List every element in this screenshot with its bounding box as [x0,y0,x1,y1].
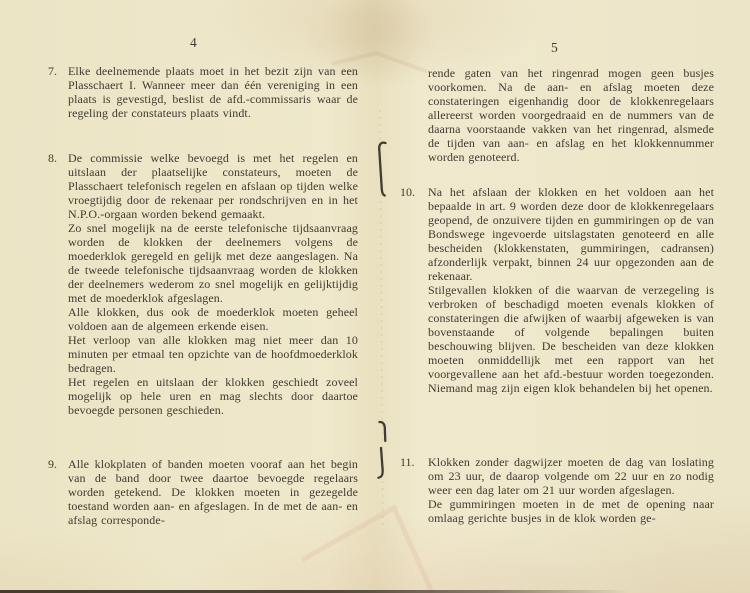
paragraph: Alle klokken, dus ook de moederklok moeten geheel voldoen aan de algemeen erkende eisen. [68,305,358,333]
article-number: 8. [48,151,57,165]
page-number-left: 4 [190,35,197,50]
article-number: 10. [400,185,415,199]
article-body [428,66,714,164]
article-7 [48,64,358,120]
paragraph: Elke deelnemende plaats moet in het bezit zijn van een Plasschaert I. Wanneer meer dan één vereniging in een plaats is gevestigd, beslist de afd.-commissaris waar de regeling der constateurs plaats vindt. [68,64,358,120]
paragraph: De commissie welke bevoegd is met het regelen en uitslaan der plaatselijke constateurs, moeten de Plasschaert telefonisch regelen en afslaan op tijden welke vroegtijdig door de rekenaar per rondschrijven en in het N.P.O.-orgaan worden bekend gemaakt. [68,151,358,221]
staple-icon [380,422,386,441]
page-number-right: 5 [551,40,558,55]
paragraph: Het verloop van alle klokken mag niet meer dan 10 minuten per etmaal ten opzichte van de hoofdmoederklok bedragen. [68,333,358,375]
paragraph: Stilgevallen klokken of die waarvan de verzegeling is verbroken of beschadigd moeten evenals klokken of constateringen die afwijken of waarbij afgeweken is van bovenstaande of volgende bepalingen buiten beschouwing blijven. De bescheiden van deze klokken moeten onmiddellijk met een rapport van het voorgevallene aan het afd.-bestuur worden toegezonden. Niemand mag zijn eigen klok behandelen bij het openen. [428,283,714,395]
paragraph: Zo snel mogelijk na de eerste telefonische tijdsaanvraag worden de klokken der deelnemers volgens de moederklok geregeld en gelijk met deze aangeslagen. Na de tweede telefonische tijdsaanvraag worden de klokken der deelnemers wederom zo snel mogelijk en gelijktijdig met de moederklok afgeslagen. [68,221,358,305]
article-number: 11. [400,455,415,469]
article-9-continuation [400,66,714,164]
paragraph: Klokken zonder dagwijzer moeten de dag van loslating om 23 uur, de daarop volgende om 22 uur en zo nodig weer een dag later om 21 uur worden afgeslagen. [428,455,714,497]
paragraph: Na het afslaan der klokken en het voldoen aan het bepaalde in art. 9 worden deze door de klokkenregelaars geopend, de onzuivere tijden en gummiringen op de van Bondswege ingevoerde uitslagstaten genoteerd en alle bescheiden (klokkenstaten, gummiringen, cadransen) afzonderlijk verpakt, binnen 24 uur opgezonden aan de rekenaar. [428,185,714,283]
staple-icon [379,143,385,196]
paragraph: De gummiringen moeten in de met de opening naar omlaag gerichte busjes in de klok worden ge- [428,497,714,525]
article-body [428,185,714,395]
article-body [68,457,358,527]
article-body [68,151,358,417]
paragraph: rende gaten van het ringenrad mogen geen busjes voorkomen. Na de aan- en afslag moeten deze constateringen eigenhandig door de klokkenregelaars allereerst worden voorgedraaid en de nummers van de daarna voorstaande vakken van het ringenrad, alsmede de tijden van aan- en afslag en het klokkennummer worden genoteerd. [428,66,714,164]
article-11 [400,455,714,525]
article-8 [48,151,358,417]
article-body [68,64,358,120]
article-9 [48,457,358,527]
article-number: 9. [48,457,57,471]
paragraph: Alle klokplaten of banden moeten vooraf aan het begin van de band door twee daartoe bevoegde regelaars worden getekend. De klokken moeten in gezegelde toestand worden aan- en afgeslagen. In de met de aan- en afslag corresponde- [68,457,358,527]
staple-icon [378,448,382,478]
article-10 [400,185,714,395]
paragraph: Het regelen en uitslaan der klokken geschiedt zoveel mogelijk op hele uren en mag slechts door daartoe bevoegde personen geschieden. [68,375,358,417]
article-number [400,66,428,164]
article-body [428,455,714,525]
fold-crease-line [380,110,383,530]
article-number: 7. [48,64,57,78]
